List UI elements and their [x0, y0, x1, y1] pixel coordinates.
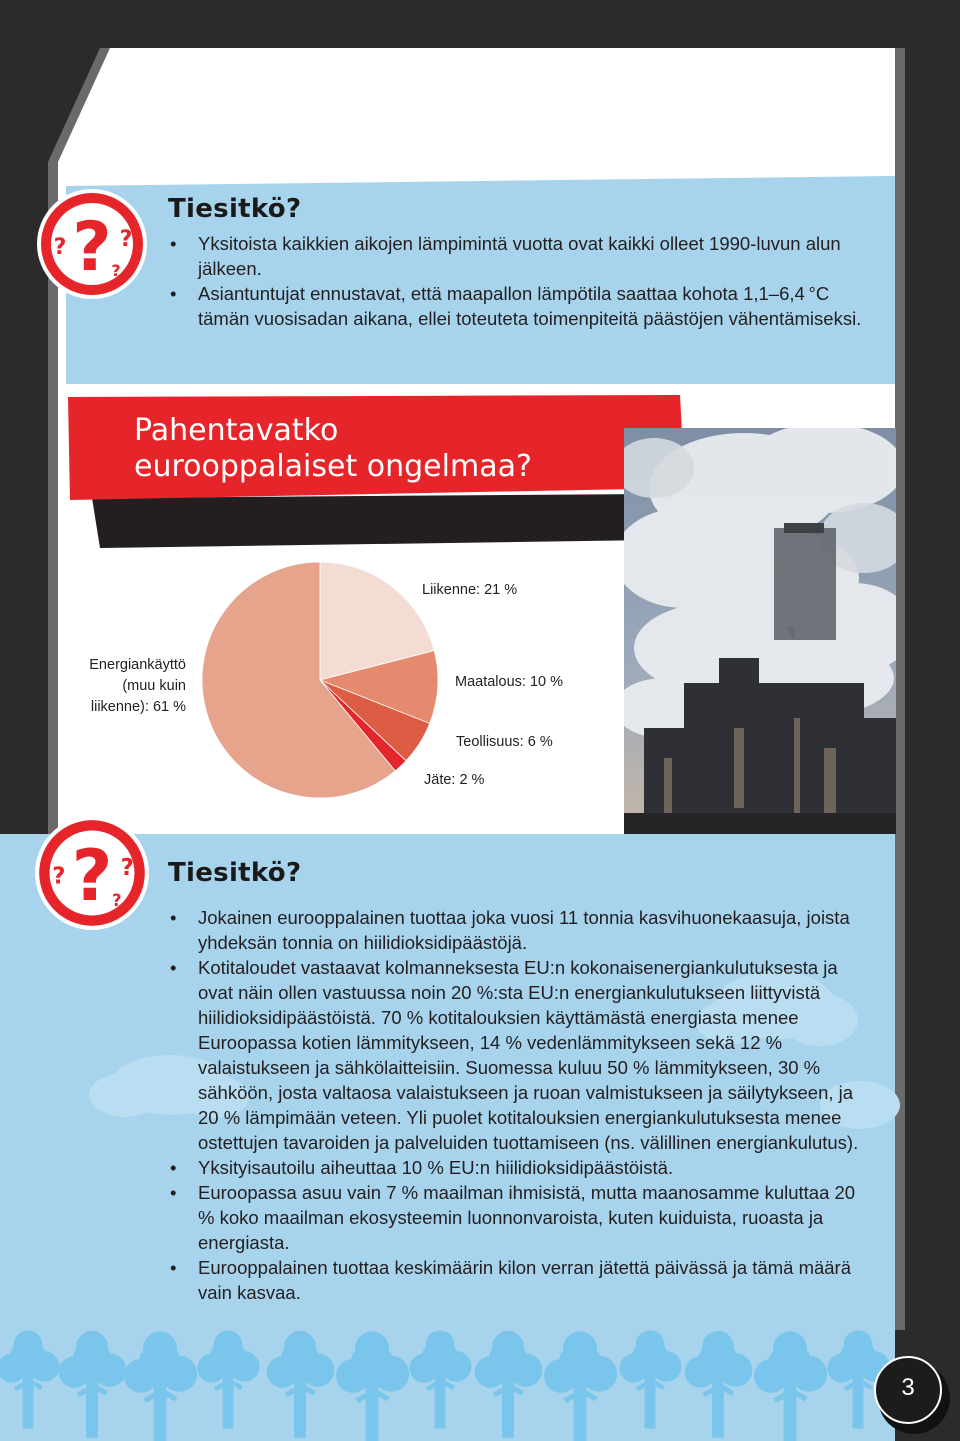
bottom-box-fact-list: [168, 905, 873, 1305]
bottom-fact-4: • Euroopassa asuu vain 7 % maailman ihmisistä, mutta maanosamme kuluttaa 20 % koko maailman ekosysteemin luonnonvaroista, kuten kuiduista, ruoasta ja energiasta.: [168, 1180, 873, 1255]
bottom-fact-1: • Jokainen eurooppalainen tuottaa joka vuosi 11 tonnia kasvihuonekaasuja, joista yhdeksän tonnia on hiilidioksidipäästöjä.: [168, 905, 873, 955]
svg-text:?: ?: [52, 863, 66, 890]
bottom-fact-2: • Kotitaloudet vastaavat kolmanneksesta EU:n kokonaisenergiankulutuksesta ja ovat näin ollen vastuussa noin 20 %:sta EU:n energiankulutukseen liittyvistä hiilidioksidipäästöistä. 70 % kotitalouksien käyttämästä energiasta menee Euroopassa kotien lämmitykseen, 14 % vedenlämmitykseen sekä 12 % valaistukseen ja sähkölaitteisiin. Suomessa kuluu 50 % lämmitykseen, 30 % sähköön, josta valtaosa valaistukseen ja ruoan valmistukseen ja säilytykseen, ja 20 % lämpimään veteen. Yli puolet kotitalouksien energiankulutuksesta menee ostettujen tavaroiden ja palveluiden tuottamiseen (ns. välillinen energiankulutus).: [168, 955, 873, 1155]
bottom-fact-3: • Yksityisautoilu aiheuttaa 10 % EU:n hiilidioksidipäästöistä.: [168, 1155, 873, 1180]
tree-icon: [409, 1330, 471, 1428]
emissions-pie-chart: [200, 560, 440, 800]
top-fact-2: • Asiantuntujat ennustavat, että maapallon lämpötila saattaa kohota 1,1–6,4 °C tämän vuosisadan aikana, ellei toteuteta toimenpiteitä päästöjen vähentämiseksi.: [168, 281, 868, 331]
factory-smoke-photo: [624, 428, 896, 834]
pie-label-jate: Jäte: 2 %: [424, 772, 485, 788]
svg-text:?: ?: [111, 261, 121, 280]
svg-text:?: ?: [112, 891, 122, 911]
bottom-fact-5: • Eurooppalainen tuottaa keskimäärin kilon verran jätettä päivässä ja tämä määrä vain kasvaa.: [168, 1255, 873, 1305]
tree-icon: [619, 1330, 681, 1428]
pie-label-energiankaytto-line-3: liikenne): 61 %: [90, 699, 186, 715]
question-mark-badge-icon: [34, 815, 150, 931]
headline-banner: [134, 413, 654, 485]
question-mark-badge-icon: [36, 188, 148, 300]
tree-icon: [124, 1331, 197, 1441]
bottom-box-title: Tiesitkö?: [168, 858, 302, 888]
tree-icon: [685, 1331, 753, 1438]
top-fact-1: • Yksitoista kaikkien aikojen lämpimintä vuotta ovat kaikki olleet 1990-luvun alun jälkeen.: [168, 231, 868, 281]
top-box-fact-list: [168, 231, 868, 331]
page-number: 3: [901, 1374, 915, 1401]
tree-icon: [59, 1331, 127, 1438]
tree-icon: [544, 1331, 617, 1441]
pie-label-maatalous: Maatalous: 10 %: [455, 674, 564, 690]
headline-line-1: Pahentavatko: [134, 413, 339, 448]
pie-label-energiankaytto-line-2: (muu kuin: [122, 678, 186, 694]
svg-text:?: ?: [71, 834, 113, 917]
svg-text:?: ?: [53, 235, 67, 260]
pie-label-energiankaytto-line-1: Energiankäyttö: [89, 657, 186, 673]
tree-icon: [336, 1331, 409, 1441]
tree-icon: [197, 1330, 259, 1428]
pie-label-energiankaytto: [89, 655, 186, 718]
tree-row: [0, 1325, 895, 1441]
tree-icon: [0, 1330, 60, 1428]
svg-text:?: ?: [119, 227, 133, 252]
pie-label-liikenne: Liikenne: 21 %: [422, 582, 518, 598]
top-box-title: Tiesitkö?: [168, 194, 302, 224]
tree-icon: [754, 1331, 827, 1441]
tree-icon: [475, 1331, 543, 1438]
svg-text:?: ?: [120, 855, 134, 882]
headline-line-2: eurooppalaiset ongelmaa?: [134, 449, 532, 484]
tree-icon: [267, 1331, 335, 1438]
pie-label-teollisuus: Teollisuus: 6 %: [456, 734, 553, 750]
svg-text:?: ?: [72, 208, 112, 287]
